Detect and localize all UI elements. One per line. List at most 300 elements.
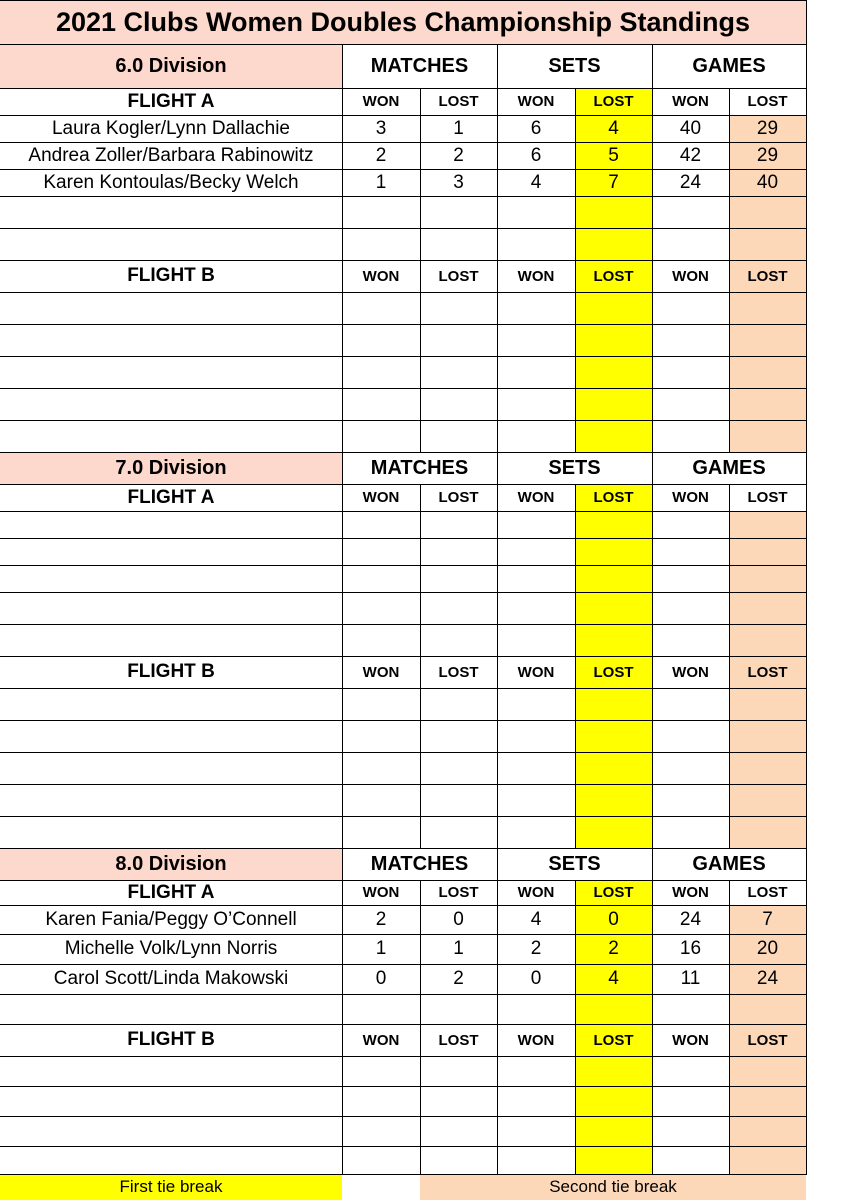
team-name [0,752,342,784]
games-lost-cell [729,624,806,656]
sets-lost-cell: 4 [608,968,619,989]
row-border [0,196,807,197]
games-won-cell [652,356,729,388]
sets-lost-cell [575,592,652,624]
games-won-cell [652,688,729,720]
sets-lost-cell: 2 [608,938,619,959]
lost-subheader: LOST [438,1031,479,1049]
matches-lost-cell [420,511,497,538]
games-won-cell [652,388,729,420]
team-name [0,356,342,388]
team-name: Karen Fania/Peggy O’Connell [45,908,297,930]
lost-subheader: LOST [747,489,788,506]
games-lost-cell: 7 [729,905,806,934]
sets-lost-cell [575,324,652,356]
row-border [0,484,807,485]
sets-lost-cell [575,565,652,592]
games-header: GAMES [692,54,766,77]
sets-lost-cell [575,1116,652,1146]
sets-lost-cell [575,816,652,848]
games-lost-cell [729,420,806,452]
games-lost-cell [729,1146,806,1174]
matches-won-cell [342,784,420,816]
matches-header: MATCHES [370,852,469,875]
row-border [0,1056,807,1057]
won-subheader: WON [362,663,400,681]
sets-lost-cell [575,420,652,452]
team-name [0,1116,342,1146]
won-subheader: WON [672,489,709,506]
flight-label: FLIGHT B [127,661,215,682]
won-lost-divider [729,484,730,848]
matches-won-cell [342,324,420,356]
games-lost-cell: 29 [729,115,806,142]
games-won-cell [652,720,729,752]
matches-lost-cell [420,994,497,1024]
team-name [0,1086,342,1116]
team-name [0,388,342,420]
row-border [0,994,807,995]
row-border [0,934,807,935]
row-border [0,452,807,453]
sets-lost-cell [575,624,652,656]
games-lost-cell: 20 [729,934,806,964]
row-border [0,1116,807,1117]
sets-lost-cell [575,752,652,784]
games-won-cell [652,752,729,784]
matches-won-cell [342,1056,420,1086]
games-won-cell: 16 [679,938,702,959]
games-lost-cell: 24 [729,964,806,994]
sets-won-cell [497,511,575,538]
games-won-cell [652,420,729,452]
games-lost-cell [729,538,806,565]
won-lost-divider [420,880,421,1174]
games-lost-cell [729,565,806,592]
games-lost-cell [729,720,806,752]
won-lost-divider [575,880,576,1174]
lost-subheader: LOST [438,663,479,681]
page-title: 2021 Clubs Women Doubles Championship Standings [0,0,806,44]
matches-lost-cell [420,592,497,624]
team-name [0,816,342,848]
games-won-cell: 11 [680,968,701,989]
row-border [0,1146,807,1147]
row-border [0,44,807,45]
row-border [0,848,807,849]
sets-won-cell: 6 [530,144,542,166]
team-name [0,565,342,592]
sets-lost-cell [575,292,652,324]
matches-won-cell: 0 [375,968,387,989]
matches-won-cell: 2 [375,908,387,930]
sets-won-cell: 6 [530,117,542,139]
row-border [0,592,807,593]
lost-subheader: LOST [593,884,634,901]
matches-sets-border [497,452,498,848]
matches-won-cell [342,420,420,452]
games-lost-cell [729,592,806,624]
lost-subheader: LOST [747,93,788,110]
games-lost-cell [729,752,806,784]
sets-won-cell: 4 [530,908,542,930]
division-label: 8.0 Division [0,848,342,880]
row-border [0,511,807,512]
row-border [0,538,807,539]
sets-lost-cell [575,388,652,420]
games-header: GAMES [692,456,766,479]
matches-lost-cell [420,1116,497,1146]
row-border [0,624,807,625]
lost-subheader: LOST [438,884,479,901]
matches-won-cell [342,592,420,624]
games-lost-cell: 29 [729,142,806,169]
matches-lost-cell [420,196,497,228]
matches-sets-border [497,848,498,1174]
row-border [0,1024,807,1025]
row-border [0,88,807,89]
row-border [0,356,807,357]
games-header: GAMES [692,852,766,875]
lost-subheader: LOST [729,260,806,292]
won-subheader: WON [362,489,400,506]
row-border [0,292,807,293]
matches-won-cell [342,752,420,784]
won-subheader: WON [672,884,709,901]
won-subheader: WON [517,489,555,506]
row-border [0,752,807,753]
team-name: Michelle Volk/Lynn Norris [64,938,278,959]
row-border [0,964,807,965]
sets-lost-cell [575,994,652,1024]
lost-subheader: LOST [747,884,788,901]
matches-lost-cell: 2 [453,968,464,989]
sets-won-cell [497,420,575,452]
matches-header: MATCHES [370,54,469,77]
second-tie-break-legend: Second tie break [420,1174,806,1200]
matches-lost-cell [420,292,497,324]
games-won-cell [652,1116,729,1146]
matches-lost-cell [420,688,497,720]
matches-lost-cell [420,420,497,452]
matches-won-cell [342,388,420,420]
won-subheader: WON [672,1031,709,1049]
team-column-border [342,452,343,848]
games-lost-cell [729,228,806,260]
matches-lost-cell [420,565,497,592]
sets-won-cell [497,565,575,592]
row-border [0,656,807,657]
team-name [0,292,342,324]
row-border [0,115,807,116]
team-name [0,592,342,624]
sets-won-cell: 4 [530,171,542,193]
lost-subheader: LOST [593,93,634,110]
sets-lost-cell: 0 [608,908,619,930]
matches-lost-cell [420,324,497,356]
matches-lost-cell: 3 [453,171,464,193]
games-won-cell: 24 [679,171,702,193]
row-border [0,688,807,689]
games-lost-cell [729,324,806,356]
won-lost-divider [575,88,576,452]
sets-won-cell [497,356,575,388]
matches-won-cell [342,1086,420,1116]
sets-lost-cell: 5 [608,144,619,166]
matches-won-cell [342,688,420,720]
won-subheader: WON [362,884,400,901]
sets-lost-cell [575,196,652,228]
won-subheader: WON [672,267,709,285]
team-name [0,720,342,752]
won-subheader: WON [517,1031,555,1049]
row-border [0,720,807,721]
team-name [0,1056,342,1086]
won-lost-divider [420,88,421,452]
matches-won-cell [342,565,420,592]
sets-games-border [652,44,653,452]
team-column-border [342,44,343,452]
team-name [0,538,342,565]
won-lost-divider [420,484,421,848]
games-lost-cell: 40 [729,169,806,196]
games-won-cell [652,292,729,324]
games-won-cell [652,511,729,538]
games-lost-cell [729,1086,806,1116]
team-name: Laura Kogler/Lynn Dallachie [51,117,290,139]
team-column-border [342,848,343,1174]
matches-won-cell: 2 [375,144,387,166]
team-name [0,1146,342,1174]
matches-won-cell [342,1116,420,1146]
games-won-cell [652,565,729,592]
matches-lost-cell [420,784,497,816]
matches-lost-cell [420,1146,497,1174]
matches-lost-cell [420,720,497,752]
sets-won-cell [497,292,575,324]
team-name [0,784,342,816]
team-name [0,324,342,356]
matches-lost-cell [420,752,497,784]
games-lost-cell [729,816,806,848]
matches-lost-cell: 1 [453,117,464,139]
row-border [0,784,807,785]
matches-lost-cell [420,1086,497,1116]
table-right-border [806,0,807,1174]
games-won-cell [652,196,729,228]
matches-won-cell [342,292,420,324]
sets-won-cell [497,324,575,356]
matches-won-cell: 3 [375,117,387,139]
sets-won-cell [497,624,575,656]
row-border [0,142,807,143]
sets-won-cell [497,752,575,784]
flight-label: FLIGHT A [127,486,215,508]
games-won-cell [652,624,729,656]
won-subheader: WON [517,663,555,681]
lost-subheader: LOST [593,1031,634,1049]
matches-lost-cell [420,228,497,260]
row-border [0,388,807,389]
won-subheader: WON [517,93,555,110]
games-lost-cell [729,1056,806,1086]
sets-won-cell [497,196,575,228]
sets-won-cell [497,592,575,624]
matches-lost-cell: 0 [453,908,464,930]
matches-lost-cell [420,816,497,848]
games-won-cell [652,228,729,260]
sets-won-cell [497,1086,575,1116]
team-name: Karen Kontoulas/Becky Welch [43,171,299,193]
sets-header: SETS [548,456,601,479]
games-won-cell [652,994,729,1024]
matches-lost-cell: 1 [453,938,464,959]
games-won-cell [652,1056,729,1086]
sets-games-border [652,848,653,1174]
games-won-cell [652,592,729,624]
won-lost-divider [729,88,730,452]
won-lost-divider [575,484,576,848]
lost-subheader: LOST [438,93,479,110]
matches-lost-cell [420,1056,497,1086]
division-label: 6.0 Division [0,44,342,88]
matches-won-cell [342,538,420,565]
games-won-cell [652,1146,729,1174]
games-lost-cell [729,1116,806,1146]
games-lost-cell [729,688,806,720]
matches-lost-cell [420,356,497,388]
division-label: 7.0 Division [0,452,342,484]
team-name [0,624,342,656]
sets-won-cell [497,1056,575,1086]
matches-won-cell [342,511,420,538]
first-tie-break-legend: First tie break [0,1174,342,1200]
lost-subheader: LOST [593,489,634,506]
games-lost-cell [729,196,806,228]
sets-won-cell [497,816,575,848]
lost-subheader: LOST [438,267,479,285]
sets-won-cell [497,1116,575,1146]
sets-won-cell [497,994,575,1024]
flight-label: FLIGHT A [127,881,215,903]
sets-won-cell [497,1146,575,1174]
matches-won-cell [342,356,420,388]
games-lost-cell [729,388,806,420]
won-subheader: WON [362,1031,400,1049]
lost-subheader: LOST [593,663,634,681]
row-border [0,880,807,881]
won-lost-divider [729,880,730,1174]
matches-won-cell [342,624,420,656]
games-won-cell: 24 [679,908,702,930]
sets-won-cell [497,388,575,420]
row-border [0,228,807,229]
team-name [0,196,342,228]
games-lost-cell [729,511,806,538]
sets-lost-cell [575,228,652,260]
row-border [0,1086,807,1087]
games-lost-cell [729,356,806,388]
team-name: Andrea Zoller/Barbara Rabinowitz [28,144,314,166]
matches-sets-border [497,44,498,452]
flight-label: FLIGHT B [127,1029,215,1050]
matches-won-cell [342,816,420,848]
games-won-cell [652,784,729,816]
sets-lost-cell [575,1086,652,1116]
matches-won-cell [342,720,420,752]
matches-won-cell [342,228,420,260]
sets-lost-cell: 7 [608,171,619,193]
games-won-cell [652,538,729,565]
matches-won-cell: 1 [375,938,387,959]
won-subheader: WON [672,93,709,110]
matches-won-cell [342,196,420,228]
team-name [0,420,342,452]
matches-header: MATCHES [370,456,469,479]
won-subheader: WON [517,884,555,901]
matches-won-cell: 1 [375,171,387,193]
sets-header: SETS [548,54,601,77]
sets-lost-cell: 4 [608,117,619,139]
matches-lost-cell [420,388,497,420]
games-lost-cell [729,784,806,816]
row-border [0,169,807,170]
games-won-cell: 42 [679,144,702,166]
sets-won-cell [497,688,575,720]
sets-lost-cell [575,784,652,816]
sets-lost-cell [575,1056,652,1086]
row-border [0,324,807,325]
won-subheader: WON [362,93,400,110]
games-lost-cell [729,292,806,324]
team-name [0,994,342,1024]
lost-subheader: LOST [729,656,806,688]
title-top-border [0,0,807,1]
sets-won-cell: 2 [530,938,542,959]
games-won-cell: 40 [679,117,702,139]
lost-subheader: LOST [729,1024,806,1056]
row-border [0,260,807,261]
sets-won-cell [497,720,575,752]
sets-lost-cell [575,538,652,565]
lost-subheader: LOST [593,267,634,285]
lost-subheader: LOST [438,489,479,506]
sets-won-cell [497,784,575,816]
games-lost-cell [729,994,806,1024]
row-border [0,816,807,817]
flight-label: FLIGHT A [127,90,215,112]
team-name: Carol Scott/Linda Makowski [53,968,289,989]
won-subheader: WON [672,663,709,681]
won-subheader: WON [517,267,555,285]
matches-lost-cell [420,624,497,656]
row-border [0,905,807,906]
sets-lost-cell [575,688,652,720]
row-border [0,420,807,421]
matches-lost-cell: 2 [453,144,464,166]
row-border [0,565,807,566]
sets-won-cell [497,228,575,260]
team-name [0,228,342,260]
flight-label: FLIGHT B [127,265,215,286]
matches-lost-cell [420,538,497,565]
sets-won-cell [497,538,575,565]
sets-games-border [652,452,653,848]
team-name [0,511,342,538]
games-won-cell [652,816,729,848]
matches-won-cell [342,1146,420,1174]
games-won-cell [652,1086,729,1116]
